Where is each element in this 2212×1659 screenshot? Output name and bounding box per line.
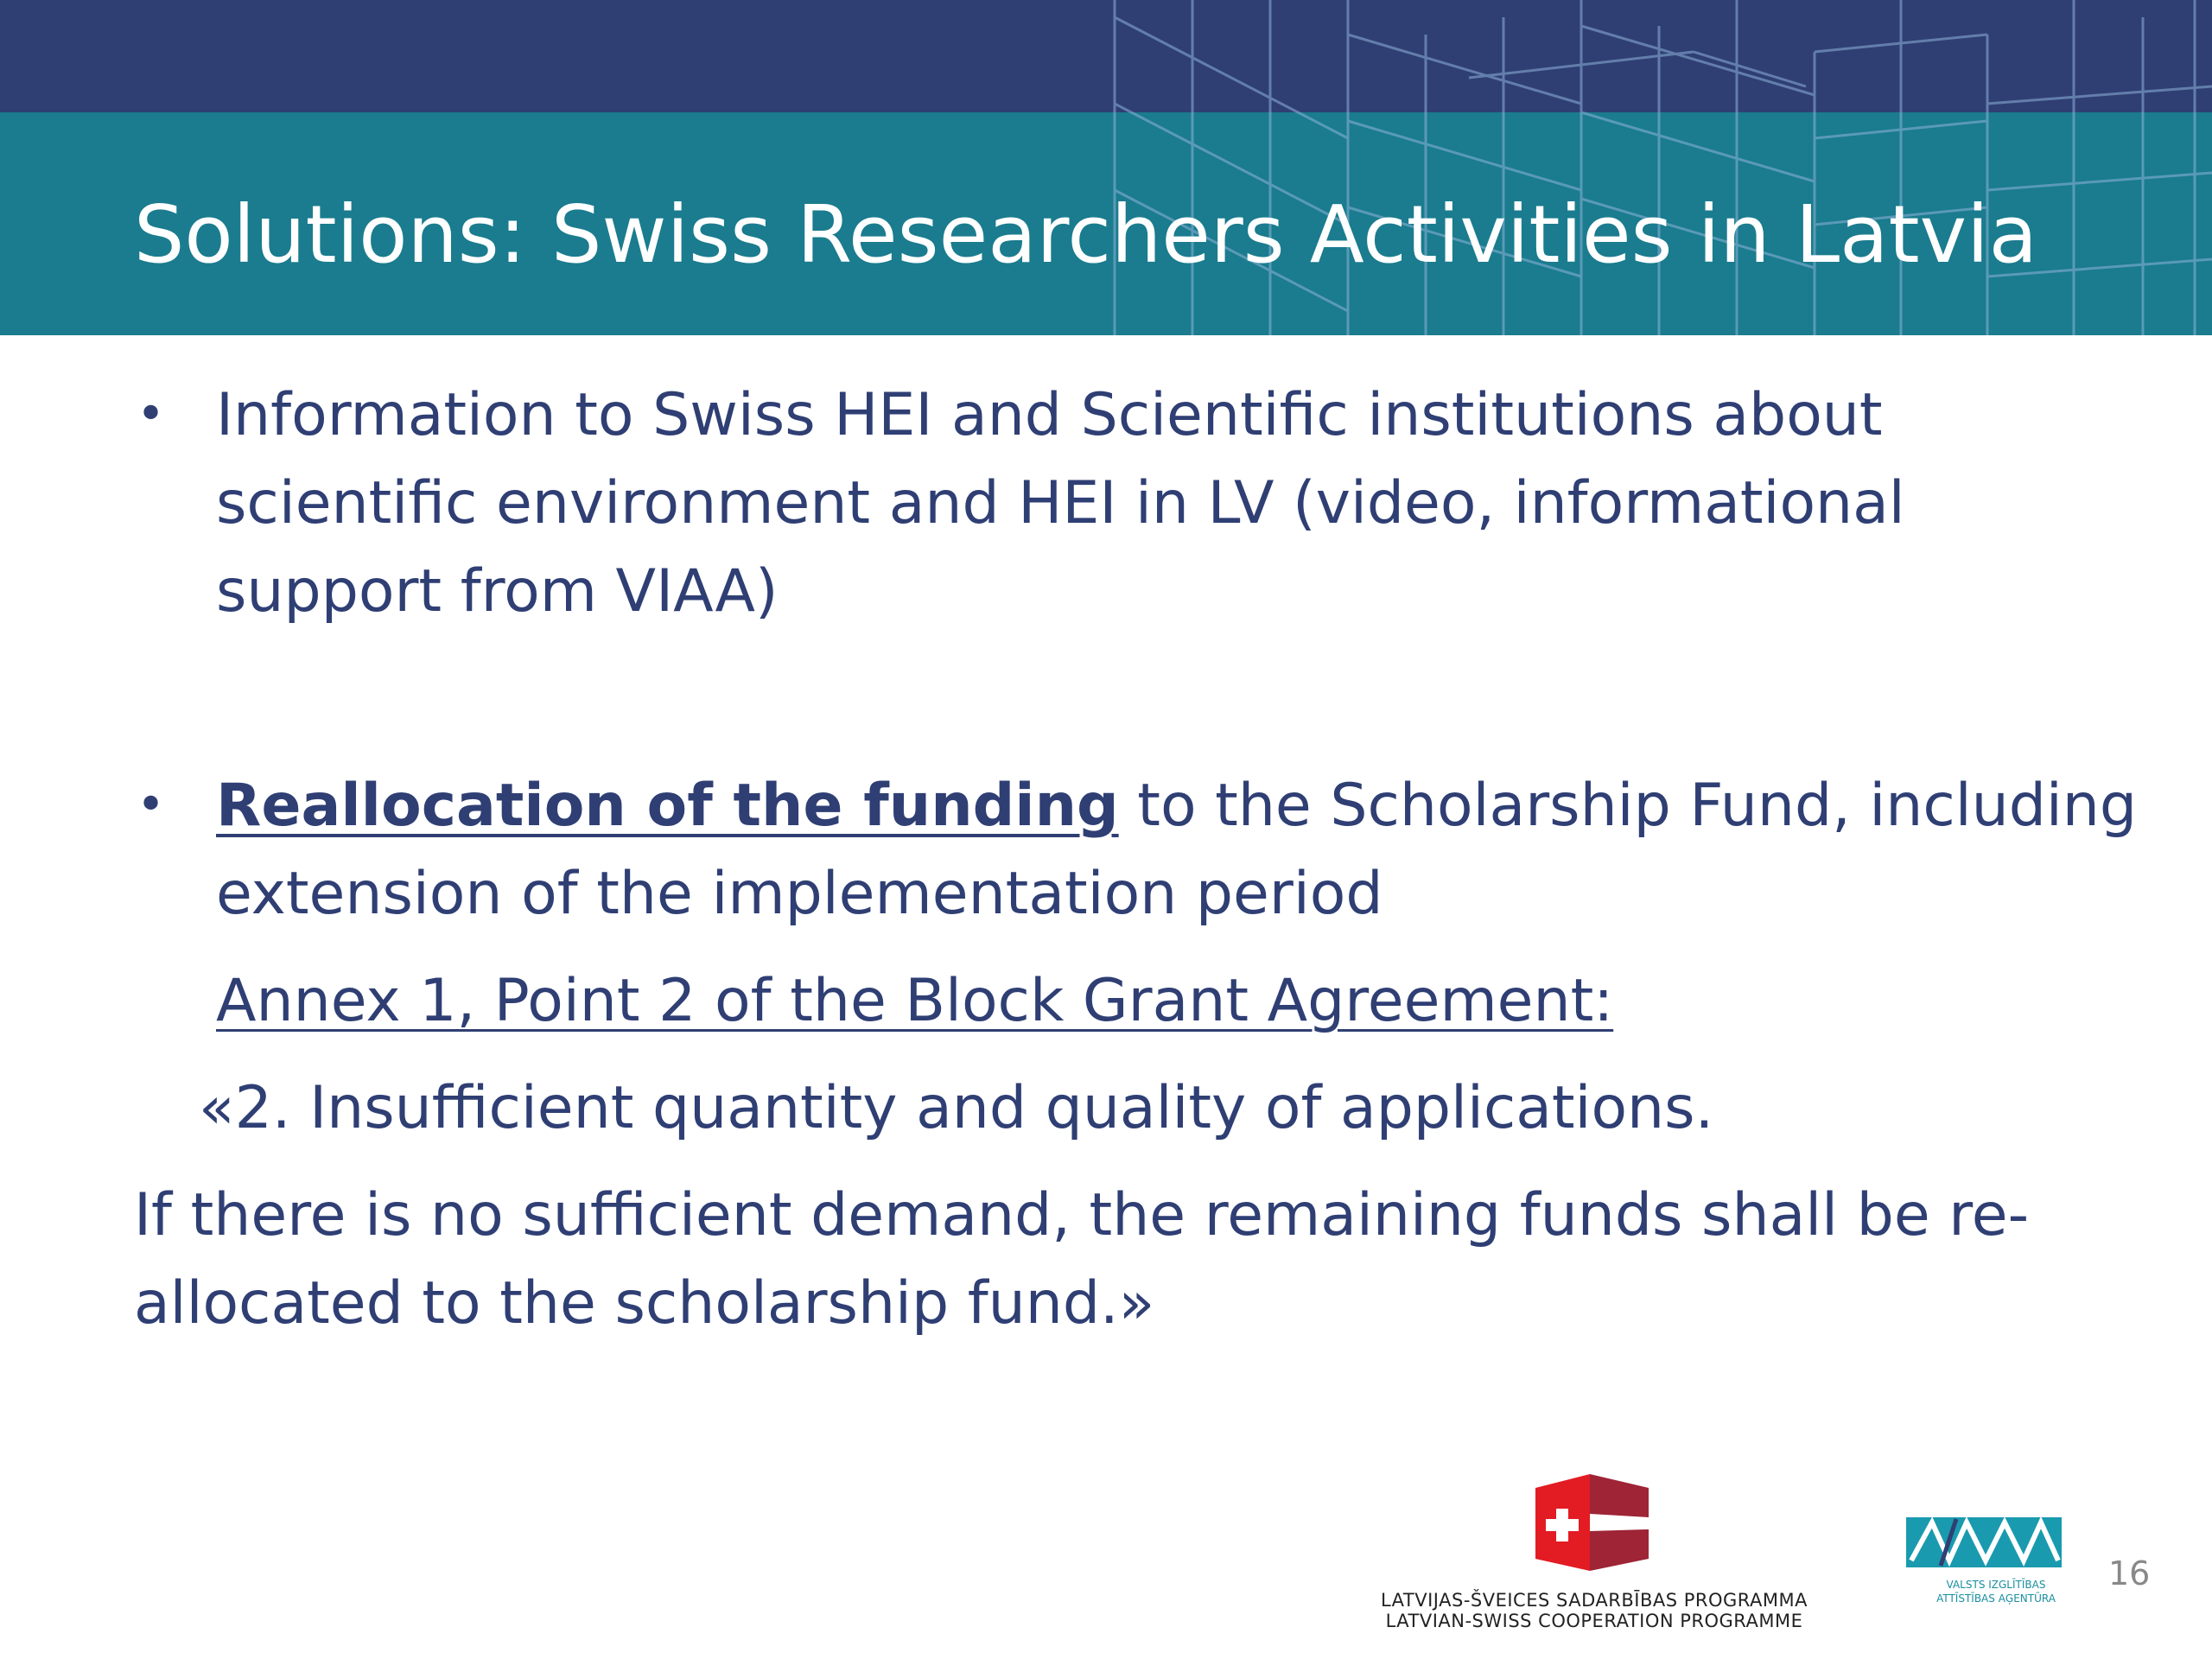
bullet-1-line-2: scientific environment and HEI in LV (video, informational <box>216 469 1905 537</box>
bullet-2-line-2: extension of the implementation period <box>216 860 1383 928</box>
annex-reference: Annex 1, Point 2 of the Block Grant Agreement: <box>216 967 1614 1035</box>
latvia-swiss-flag-icon <box>1525 1469 1659 1577</box>
agency-caption-2: ATTĪSTĪBAS AĢENTŪRA <box>1936 1592 2056 1605</box>
bullet-2-emphasis: Reallocation of the funding <box>216 772 1119 840</box>
programme-caption-lv: LATVIJAS-ŠVEICES SADARBĪBAS PROGRAMMA <box>1381 1590 1808 1611</box>
quote-line-3: allocated to the scholarship fund.» <box>134 1269 1155 1338</box>
bullet-2-rest: to the Scholarship Fund, including <box>1118 772 2138 840</box>
bullet-2-line-1 <box>216 762 2137 850</box>
agency-logo <box>1901 1514 2091 1618</box>
page-number: 16 <box>2108 1554 2151 1592</box>
bullet-marker-1: • <box>137 386 166 442</box>
bullet-marker-2: • <box>137 777 166 833</box>
quote-line-1: «2. Insufficient quantity and quality of applications. <box>199 1074 1714 1142</box>
viaa-logo-icon <box>1906 1514 2062 1569</box>
agency-caption-1: VALSTS IZGLĪTĪBAS <box>1946 1579 2046 1591</box>
programme-caption-en: LATVIAN-SWISS COOPERATION PROGRAMME <box>1385 1611 1803 1631</box>
slide-header <box>0 0 2212 335</box>
bullet-1-line-1: Information to Swiss HEI and Scientific institutions about <box>216 381 1883 449</box>
programme-logo <box>1378 1460 1810 1633</box>
quote-line-2: If there is no sufficient demand, the remaining funds shall be re- <box>134 1181 2030 1249</box>
slide-title: Solutions: Swiss Researchers Activities in Latvia <box>134 188 2038 281</box>
bullet-1-line-3: support from VIAA) <box>216 557 779 626</box>
